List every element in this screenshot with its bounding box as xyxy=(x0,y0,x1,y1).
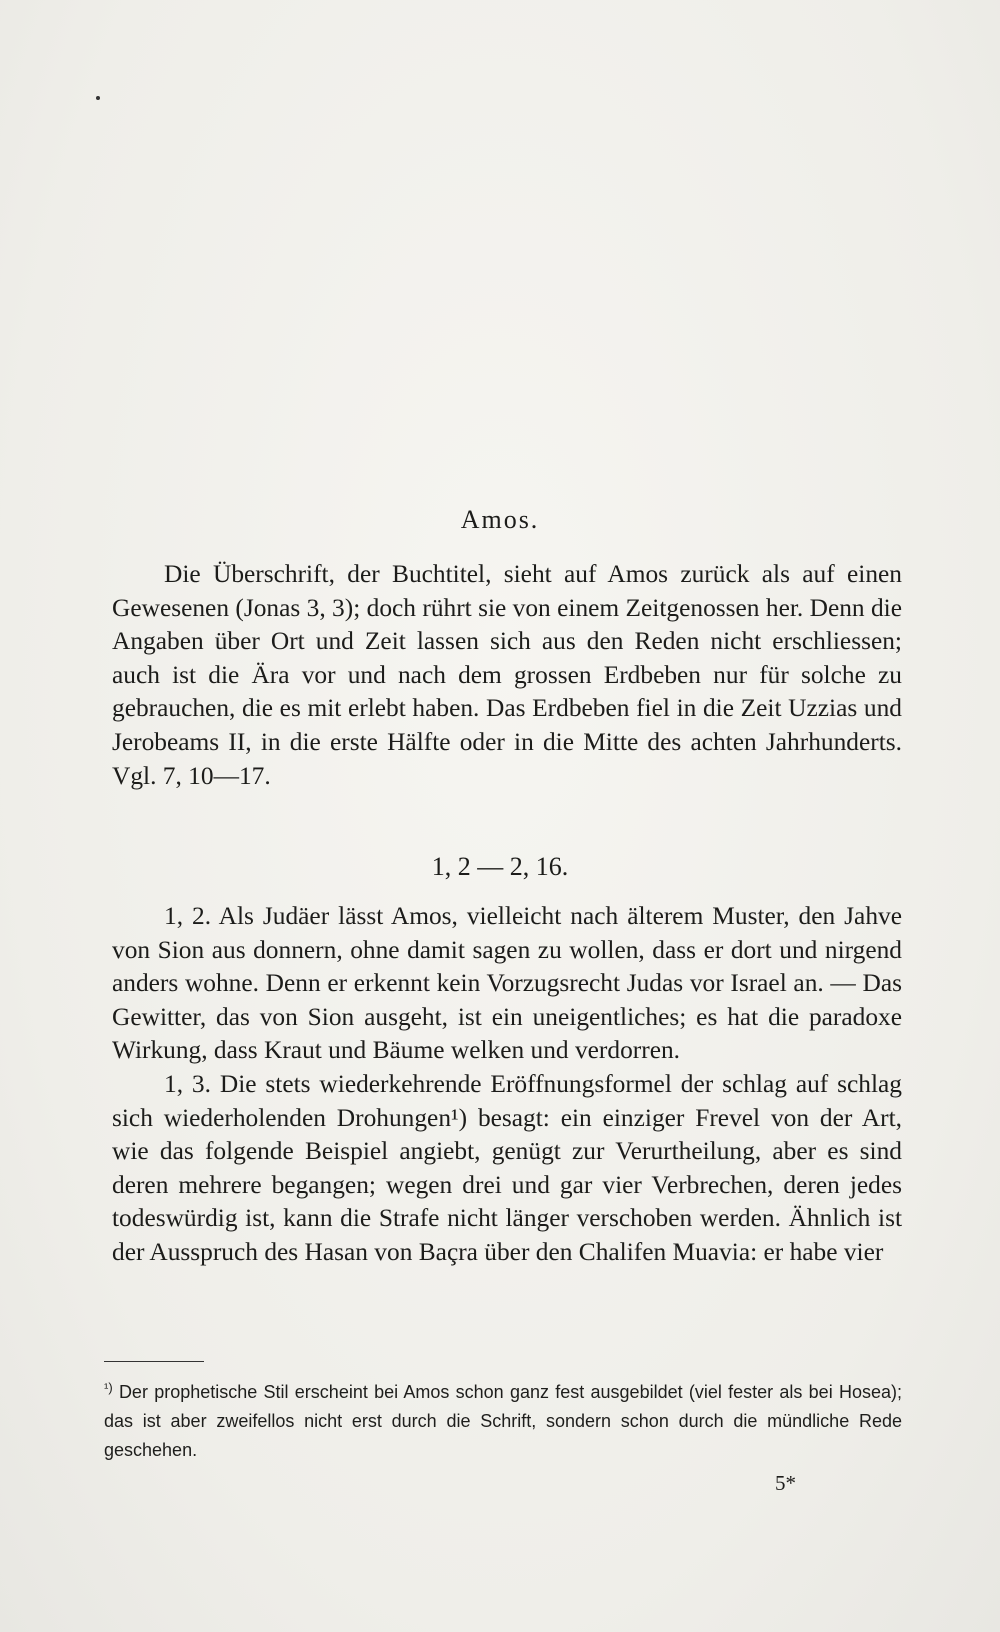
footnote-mark: ¹) xyxy=(104,1380,113,1395)
section-heading: 1, 2 — 2, 16. xyxy=(431,852,569,881)
ink-speck xyxy=(96,96,100,100)
intro-paragraph-block xyxy=(112,558,902,793)
footnote-text: Der prophetische Stil erscheint bei Amos schon ganz fest ausgebildet (viel fester als bei Hosea); das ist aber zweifellos nicht erst durch die Schrift, sondern schon durch die mündliche Rede geschehen. xyxy=(104,1382,902,1460)
page-title: Amos. xyxy=(460,505,540,534)
intro-paragraph: Die Überschrift, der Buchtitel, sieht auf Amos zurück als auf einen Gewesenen (Jonas 3, 3); doch rührt sie von einem Zeitgenossen her. Denn die Angaben über Ort und Zeit lassen sich aus den Reden nicht erschliessen; auch ist die Ära vor und nach dem grossen Erdbeben nur für solche zu gebrauchen, die es mit erlebt haben. Das Erdbeben fiel in die Zeit Uzzias und Jerobeams II, in die erste Hälfte oder in die Mitte des achten Jahrhunderts. Vgl. 7, 10—17. xyxy=(112,560,902,790)
commentary-paragraph-1-3: 1, 3. Die stets wiederkehrende Eröffnungsformel der schlag auf schlag sich wiederholenden Drohungen¹) besagt: ein einziger Frevel von der Art, wie das folgende Beispiel angiebt, genügt zur Verurtheilung, aber es sind deren mehrere begangen; wegen drei und gar vier Verbrechen, deren jedes todeswürdig ist, kann die Strafe nicht länger verschoben werden. Ähnlich ist der Ausspruch des Hasan von Baçra über den Chalifen Muavia: er habe vier xyxy=(112,1069,902,1266)
footnote-divider xyxy=(104,1361,204,1362)
footnote xyxy=(104,1373,902,1465)
printer-signature: 5* xyxy=(775,1471,796,1495)
commentary-paragraph-1-2: 1, 2. Als Judäer lässt Amos, vielleicht nach älterem Muster, den Jahve von Sion aus donnern, ohne damit sagen zu wollen, dass er dort und nirgend anders wohne. Denn er erkennt kein Vorzugsrecht Judas vor Israel an. — Das Gewitter, das von Sion ausgeht, ist ein uneigentliches; es hat die paradoxe Wirkung, dass Kraut und Bäume welken und verdorren. xyxy=(112,902,902,1065)
commentary-block xyxy=(112,900,902,1270)
